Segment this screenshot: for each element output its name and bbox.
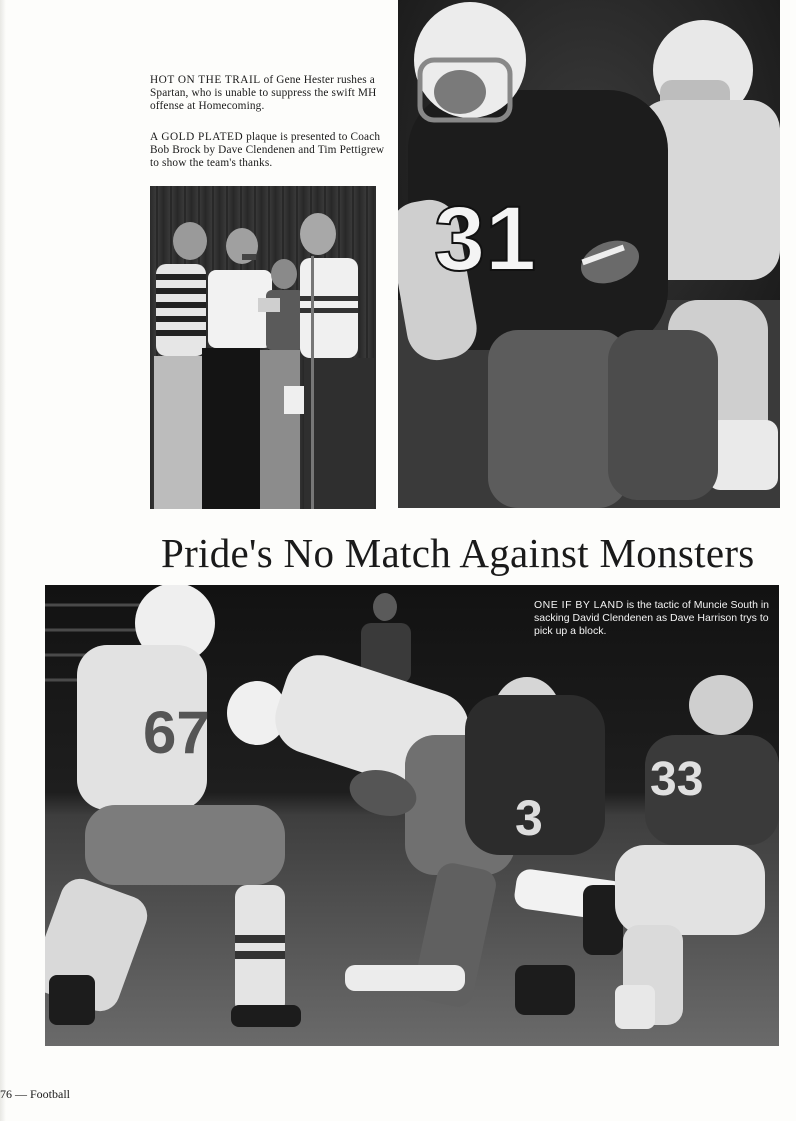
middle-player-jersey-number: 3 (515, 790, 543, 846)
caption-text: plaque is presented to Coach Bob Brock by Dave Clendenen and Tim Pettigrew to show the team's thanks. (150, 131, 385, 169)
page-gutter-shadow (0, 0, 6, 1121)
caption-lead: ONE IF BY LAND (534, 599, 624, 611)
right-player-jersey-number: 33 (650, 753, 704, 806)
caption-one-if-by-land (534, 599, 774, 638)
runner-jersey-number: 31 (434, 188, 537, 290)
caption-text: of Gene Hester rushes a Spartan, who is unable to suppress the swift MH offense at Homecoming. (150, 74, 377, 112)
photo-tackle-play (45, 585, 779, 1046)
caption-lead: A GOLD PLATED (150, 131, 244, 143)
plaque-scene-illustration (150, 186, 376, 509)
caption-text: is the tactic of Muncie South in sacking David Clendenen as Dave Harrison trys to pick up a block. (534, 599, 769, 637)
running-back-scene-illustration (398, 0, 780, 508)
page-headline: Pride's No Match Against Monsters (161, 530, 755, 576)
photo-plaque-presentation (150, 186, 376, 509)
tackle-scene-illustration (45, 585, 779, 1046)
photo-running-back (398, 0, 780, 508)
caption-lead: HOT ON THE TRAIL (150, 74, 261, 86)
left-player-jersey-number: 67 (143, 699, 210, 766)
caption-hot-on-the-trail (150, 74, 390, 113)
caption-gold-plated (150, 131, 390, 170)
page-folio: 76 — Football (0, 1087, 71, 1101)
